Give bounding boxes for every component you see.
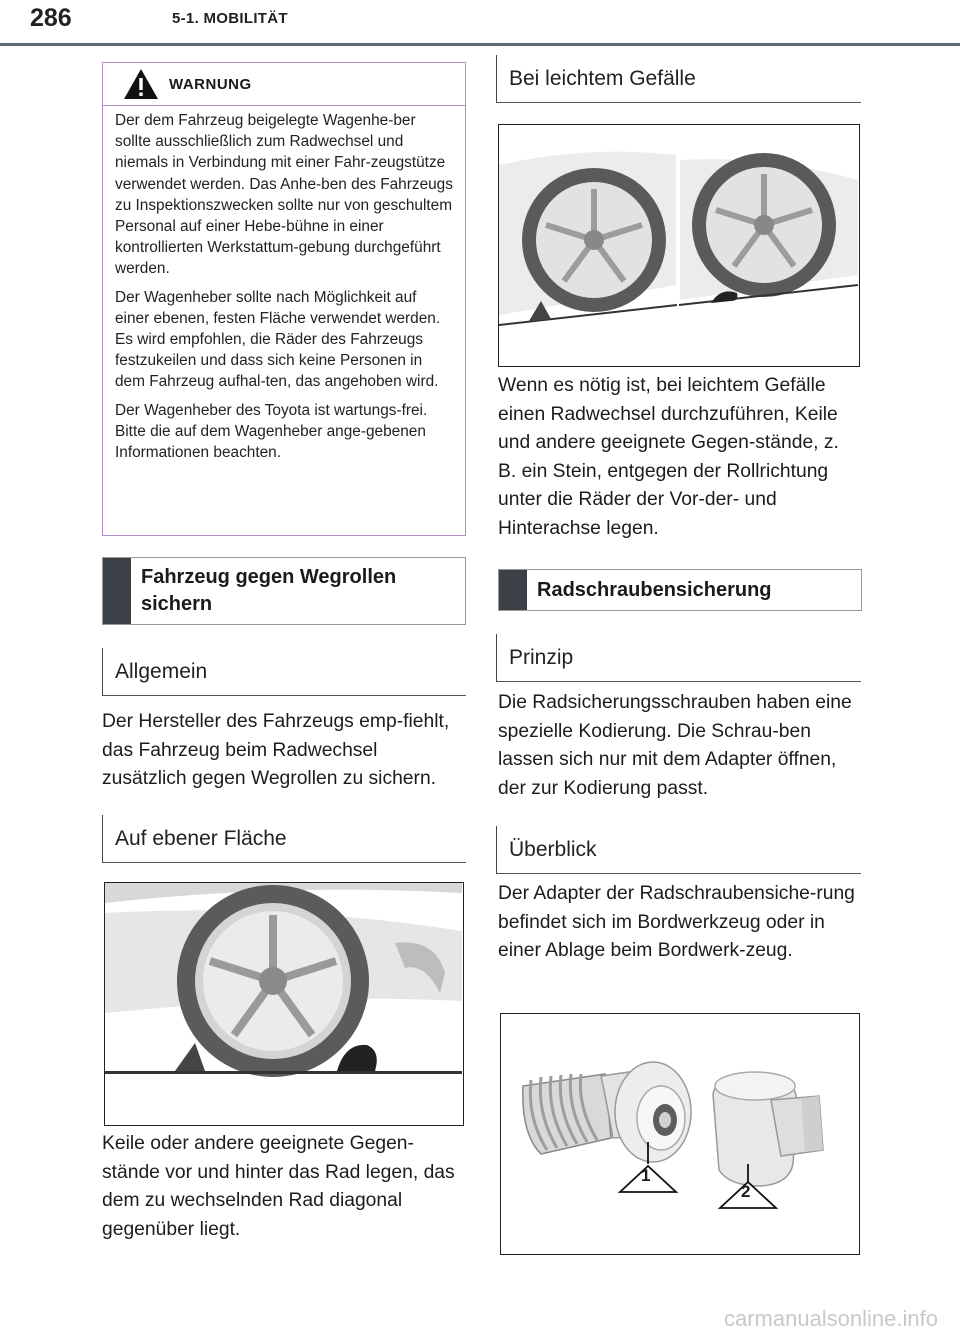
paragraph-ueberblick: Der Adapter der Radschraubensiche-rung befindet sich im Bordwerkzeug oder in einer Ablage beim Bordwerk-zeug. — [498, 883, 855, 961]
section-heading-radschraubensicherung-text: Radschraubensicherung — [537, 578, 772, 601]
section-heading-wegrollen — [102, 557, 466, 625]
header-rule — [0, 43, 960, 46]
section-title: 5-1. MOBILITÄT — [172, 10, 288, 27]
subheading-ueberblick-text: Überblick — [509, 837, 597, 861]
page-number: 286 — [30, 4, 72, 32]
warning-paragraph-2: Der Wagenheber sollte nach Möglichkeit auf einer ebenen, festen Fläche verwendet werden. Es wird empfohlen, die Räder des Fahrzeugs festzukeilen und dass sich keine Personen in dem Fahrzeug aufhal-ten, das angehoben wird. — [115, 288, 441, 391]
subheading-prinzip — [496, 634, 861, 682]
illustration-flat-wheel-chocks — [104, 882, 464, 1126]
section-heading-radschraubensicherung — [498, 569, 862, 611]
subheading-allgemein — [102, 648, 466, 696]
subheading-ebene-flaeche — [102, 815, 466, 863]
bolt-adapter-image — [501, 1014, 858, 1253]
subheading-gefaelle — [496, 55, 861, 103]
warning-header — [103, 63, 465, 106]
subheading-prinzip-text: Prinzip — [509, 645, 574, 669]
illustration-lock-bolt-adapter — [500, 1013, 860, 1255]
subheading-ueberblick — [496, 826, 861, 874]
paragraph-prinzip: Die Radsicherungsschrauben haben eine spezielle Kodierung. Die Schrau-ben lassen sich nur mit dem Adapter öffnen, der zur Kodierung passt. — [498, 692, 852, 799]
subheading-ebene-flaeche-text: Auf ebener Fläche — [115, 826, 287, 850]
warning-paragraph-3: Der Wagenheber des Toyota ist wartungs-frei. Bitte die auf dem Wagenheber ange-gebenen Informationen beachten. — [115, 401, 428, 462]
paragraph-ebene-flaeche: Keile oder andere geeignete Gegen-stände vor und hinter das Rad legen, das dem zu wechselnden Rad diagonal gegenüber liegt. — [102, 1133, 455, 1240]
paragraph-gefaelle: Wenn es nötig ist, bei leichtem Gefälle einen Radwechsel durchzuführen, Keile und andere geeignete Gegen-stände, z. B. ein Stein, entgegen der Rollrichtung unter die Räder der Vor-der- und Hinterachse legen. — [498, 375, 839, 539]
section-heading-wegrollen-text: Fahrzeug gegen Wegrollen sichern — [141, 566, 397, 615]
watermark: carmanualsonline.info — [723, 1306, 938, 1331]
callout-1-label: 1 — [641, 1166, 651, 1185]
callout-2-label: 2 — [741, 1182, 751, 1201]
warning-paragraph-1: Der dem Fahrzeug beigelegte Wagenhe-ber sollte ausschließlich zum Radwechsel und niemals in Verbindung mit einer Fahr-zeugstütze verwendet werden. Das Anhe-ben des Fahrzeugs zu Inspektionszwecken sollte nur von geschultem Personal auf einer Hebe-bühne in einer kontrollierten Werkstattum-gebung durchgeführt werden. — [115, 112, 453, 278]
warning-box — [102, 62, 466, 536]
paragraph-allgemein: Der Hersteller des Fahrzeugs emp-fiehlt, das Fahrzeug beim Radwechsel zusätzlich gegen Wegrollen zu sichern. — [102, 711, 450, 789]
flat-wheel-image — [105, 883, 462, 1124]
illustration-slope-wheels — [498, 124, 860, 367]
slope-wheels-image — [499, 125, 858, 365]
subheading-gefaelle-text: Bei leichtem Gefälle — [509, 66, 696, 90]
warning-triangle-icon — [123, 68, 159, 100]
subheading-allgemein-text: Allgemein — [115, 659, 208, 683]
warning-title: WARNUNG — [169, 75, 252, 93]
